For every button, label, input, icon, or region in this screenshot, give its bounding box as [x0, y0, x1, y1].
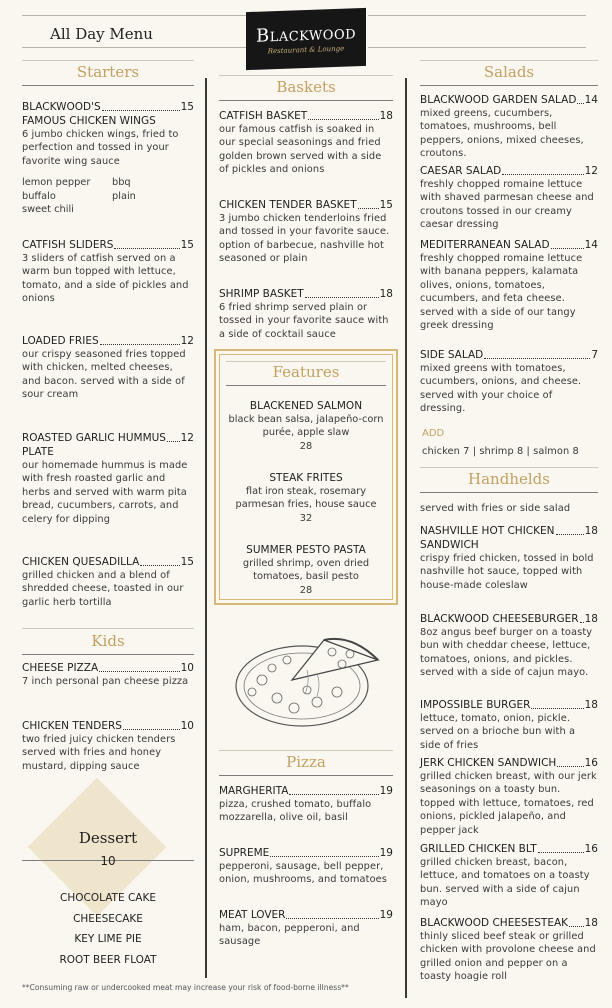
item-price: 18: [584, 525, 598, 537]
item-title-row: [22, 238, 194, 252]
item-name-cont: FAMOUS CHICKEN WINGS: [22, 115, 156, 127]
item-title-row: [219, 198, 393, 212]
item-title-row: [219, 846, 393, 860]
menu-item: [219, 198, 393, 266]
item-name: ROASTED GARLIC HUMMUS: [22, 432, 166, 444]
item-title-row: [420, 698, 598, 712]
sauce-option: lemon pepper: [22, 177, 91, 189]
menu-item: [420, 524, 598, 592]
add-options: chicken 7 | shrimp 8 | salmon 8: [422, 446, 579, 457]
item-price: 19: [379, 909, 393, 921]
item-description: ham, bacon, pepperoni, and sausage: [219, 923, 360, 948]
item-price: 19: [379, 785, 393, 797]
menu-item: [420, 612, 598, 680]
item-name: NASHVILLE HOT CHICKEN: [420, 525, 555, 537]
item-name-cont: PLATE: [22, 446, 54, 458]
sauce-option: buffalo: [22, 190, 56, 202]
item-name: CAESAR SALAD: [420, 165, 502, 177]
item-description: 6 fried shrimp served plain or tossed in your favorite sauce with a side of cocktail sauce: [219, 302, 389, 340]
menu-item: [420, 756, 598, 837]
item-description: crispy fried chicken, tossed in bold nashville hot sauce, topped with house-made coleslaw: [420, 553, 594, 591]
feature-description: grilled shrimp, oven dried tomatoes, basil pesto: [242, 558, 370, 583]
item-description: grilled chicken breast, bacon, lettuce, and tomatoes on a toasty bun. served with a side of cajun mayo: [420, 857, 590, 909]
item-price: 15: [379, 199, 393, 211]
item-title-row: [219, 908, 393, 922]
item-title-row: [420, 93, 598, 107]
menu-item: [22, 238, 194, 306]
features-box: [214, 349, 398, 605]
item-description: mixed greens with tomatoes, cucumbers, onions, and cheese. served with your choice of dressing.: [420, 363, 582, 415]
sauce-option: sweet chili: [22, 204, 74, 216]
menu-item: [22, 334, 194, 402]
item-price: 15: [180, 239, 194, 251]
logo-tagline: Restaurant & Lounge: [267, 44, 345, 56]
menu-item: [22, 431, 194, 526]
dessert-price: 10: [100, 854, 116, 868]
item-name: IMPOSSIBLE BURGER: [420, 699, 531, 711]
add-label: ADD: [422, 428, 445, 439]
feature-item: [216, 543, 396, 597]
baskets-section: [219, 75, 393, 101]
item-description: freshly chopped romaine lettuce with shaved parmesan cheese and croutons tossed in our creamy caesar dressing: [420, 179, 594, 231]
logo-name: BLACKWOOD: [255, 25, 357, 47]
item-title-row: [420, 612, 598, 626]
starters-heading: Starters: [22, 60, 194, 86]
menu-item: [420, 698, 598, 752]
item-title-row: [22, 555, 194, 569]
item-description: lettuce, tomato, onion, pickle. served on a brioche bun with a side of fries: [420, 713, 576, 751]
item-name-cont: SANDWICH: [420, 539, 479, 551]
item-title-row: [420, 916, 598, 930]
item-name: SIDE SALAD: [420, 349, 484, 361]
item-title-row: [219, 784, 393, 798]
menu-item: [219, 109, 393, 177]
item-price: 7: [591, 349, 598, 361]
item-name: JERK CHICKEN SANDWICH: [420, 757, 557, 769]
item-title-row: [22, 661, 194, 675]
item-description: our famous catfish is soaked in our special seasonings and fried golden brown served with a side of pickles and onions: [219, 124, 382, 176]
item-price: 16: [584, 757, 598, 769]
item-price: 16: [584, 843, 598, 855]
feature-price: 28: [299, 440, 313, 452]
item-name: BLACKWOOD GARDEN SALAD: [420, 94, 577, 106]
item-name: MEAT LOVER: [219, 909, 286, 921]
item-price: 18: [379, 110, 393, 122]
dessert-item: CHOCOLATE CAKE: [60, 892, 156, 904]
kids-heading: Kids: [22, 628, 194, 655]
salads-heading: Salads: [420, 60, 598, 86]
item-title-row: [420, 164, 598, 178]
feature-item: [216, 471, 396, 525]
menu-item: [219, 908, 393, 949]
item-description: two fried juicy chicken tenders served with fries and honey mustard, dipping sauce: [22, 734, 176, 772]
dessert-heading: Dessert: [78, 829, 138, 847]
menu-item: [420, 238, 598, 332]
item-name: MARGHERITA: [219, 785, 289, 797]
salads-section: [420, 60, 598, 86]
menu-item: [420, 348, 598, 416]
item-description: 6 jumbo chicken wings, fried to perfection and tossed in your favorite wing sauce: [22, 129, 179, 167]
item-price: 15: [180, 101, 194, 113]
menu-item: [22, 661, 194, 688]
menu-item: [219, 287, 393, 341]
item-price: 10: [180, 662, 194, 674]
item-description: freshly chopped romaine lettuce with banana peppers, kalamata olives, onions, tomatoes, cucumbers, and feta cheese. served with a side of our tangy greek dressing: [420, 253, 583, 332]
item-name: CATFISH SLIDERS: [22, 239, 114, 251]
baskets-heading: Baskets: [219, 75, 393, 101]
item-price: 14: [584, 94, 598, 106]
item-name: SUPREME: [219, 847, 270, 859]
item-name: CHICKEN TENDER BASKET: [219, 199, 357, 211]
item-name: LOADED FRIES: [22, 335, 99, 347]
item-title-row: [420, 524, 598, 538]
item-title-row: [420, 756, 598, 770]
item-price: 15: [180, 556, 194, 568]
item-name: MEDITERRANEAN SALAD: [420, 239, 550, 251]
menu-item: [420, 93, 598, 161]
feature-description: black bean salsa, jalapeño-corn purée, apple slaw: [228, 414, 384, 439]
feature-name: BLACKENED SALMON: [249, 400, 363, 412]
features-heading: Features: [226, 361, 386, 386]
item-price: 18: [584, 917, 598, 929]
item-price: 12: [180, 432, 194, 444]
dessert-list: [22, 888, 194, 970]
health-disclaimer: **Consuming raw or undercooked meat may increase your risk of food-borne illness**: [22, 983, 349, 992]
item-description: our homemade hummus is made with fresh roasted garlic and herbs and served with warm pita bread, cucumbers, carrots, and celery for dipping: [22, 460, 188, 525]
item-title-row: [219, 287, 393, 301]
header-rule-bottom-right: [368, 47, 586, 48]
item-name: BLACKWOOD'S: [22, 101, 101, 113]
item-description: pepperoni, sausage, bell pepper, onion, mushrooms, and tomatoes: [219, 861, 387, 886]
item-title-row: [420, 842, 598, 856]
menu-item: [420, 916, 598, 984]
sauce-option: plain: [112, 190, 136, 202]
item-description: mixed greens, cucumbers, tomatoes, mushrooms, bell peppers, onions, mixed cheeses, croutons.: [420, 108, 584, 160]
item-description: pizza, crushed tomato, buffalo mozzarella, olive oil, basil: [219, 799, 372, 824]
feature-name: SUMMER PESTO PASTA: [246, 544, 366, 556]
item-price: 18: [584, 613, 598, 625]
menu-item: [22, 555, 194, 609]
header-rule-bottom-left: [22, 47, 250, 48]
menu-item: [420, 164, 598, 232]
handhelds-heading: Handhelds: [420, 467, 598, 493]
menu-item: [22, 100, 194, 216]
item-description: our crispy seasoned fries topped with chicken, melted cheeses, and bacon. served with a side of sour cream: [22, 349, 186, 401]
feature-price: 28: [299, 584, 313, 596]
item-price: 14: [584, 239, 598, 251]
dessert-item: CHEESECAKE: [73, 912, 143, 925]
dessert-item: ROOT BEER FLOAT: [59, 953, 157, 966]
item-description: thinly sliced beef steak or grilled chicken with provolone cheese and grilled onion and pepper on a toasty hoagie roll: [420, 931, 596, 983]
item-title-row: [420, 238, 598, 252]
item-description: grilled chicken breast, with our jerk seasonings on a toasty bun. topped with lettuce, tomatoes, red onions, pickled jalapeño, and pepper jack: [420, 771, 597, 836]
item-description: 3 jumbo chicken tenderloins fried and tossed in your favorite sauce. option of barbecue, nashville hot seasoned or plain: [219, 213, 390, 265]
menu-item: [22, 719, 194, 773]
menu-item: [219, 846, 393, 887]
handhelds-section: [420, 467, 598, 493]
feature-name: STEAK FRITES: [269, 472, 343, 484]
dessert-item: KEY LIME PIE: [74, 933, 142, 945]
restaurant-logo: [246, 8, 366, 70]
menu-title: All Day Menu: [50, 25, 153, 43]
item-price: 19: [379, 847, 393, 859]
item-price: 12: [584, 165, 598, 177]
item-name: CHEESE PIZZA: [22, 662, 99, 674]
item-title-row: [420, 348, 598, 362]
column-divider: [405, 78, 407, 998]
item-name: BLACKWOOD CHEESEBURGER: [420, 613, 579, 625]
pizza-heading: Pizza: [219, 750, 393, 776]
item-name: SHRIMP BASKET: [219, 288, 304, 300]
item-title-row: [22, 100, 194, 114]
header-rule-top-right: [368, 15, 586, 16]
item-price: 18: [584, 699, 598, 711]
item-price: 12: [180, 335, 194, 347]
item-description: 8oz angus beef burger on a toasty bun with cheddar cheese, lettuce, tomatoes, onions, and pickles. served with a side of cajun mayo.: [420, 627, 593, 679]
item-price: 18: [379, 288, 393, 300]
column-divider: [205, 78, 207, 978]
features-heading-wrap: [226, 361, 386, 386]
item-name: GRILLED CHICKEN BLT: [420, 843, 537, 855]
sauce-option: bbq: [112, 177, 131, 189]
item-description: 7 inch personal pan cheese pizza: [22, 676, 189, 687]
menu-item: [420, 842, 598, 910]
kids-section: [22, 628, 194, 655]
item-description: grilled chicken and a blend of shredded cheese, toasted in our garlic herb tortilla: [22, 570, 184, 608]
pizza-section: [219, 750, 393, 776]
item-title-row: [22, 719, 194, 733]
pizza-illustration: [232, 630, 382, 732]
item-description: 3 sliders of catfish served on a warm bun topped with lettuce, tomato, and a side of pickles and onions: [22, 253, 189, 305]
salad-add-ons: [422, 428, 600, 458]
handhelds-note: served with fries or side salad: [420, 503, 571, 514]
item-name: CHICKEN QUESADILLA: [22, 556, 140, 568]
item-name: CATFISH BASKET: [219, 110, 308, 122]
wing-sauce-options: [22, 176, 194, 216]
feature-description: flat iron steak, rosemary parmesan fries, house sauce: [235, 486, 377, 511]
menu-item: [219, 784, 393, 825]
header-rule-top-left: [22, 15, 250, 16]
feature-item: [216, 399, 396, 453]
item-title-row: [22, 334, 194, 348]
item-title-row: [219, 109, 393, 123]
starters-section: [22, 60, 194, 86]
item-title-row: [22, 431, 194, 445]
feature-price: 32: [299, 512, 313, 524]
item-name: CHICKEN TENDERS: [22, 720, 122, 732]
item-name: BLACKWOOD CHEESESTEAK: [420, 917, 569, 929]
item-price: 10: [180, 720, 194, 732]
